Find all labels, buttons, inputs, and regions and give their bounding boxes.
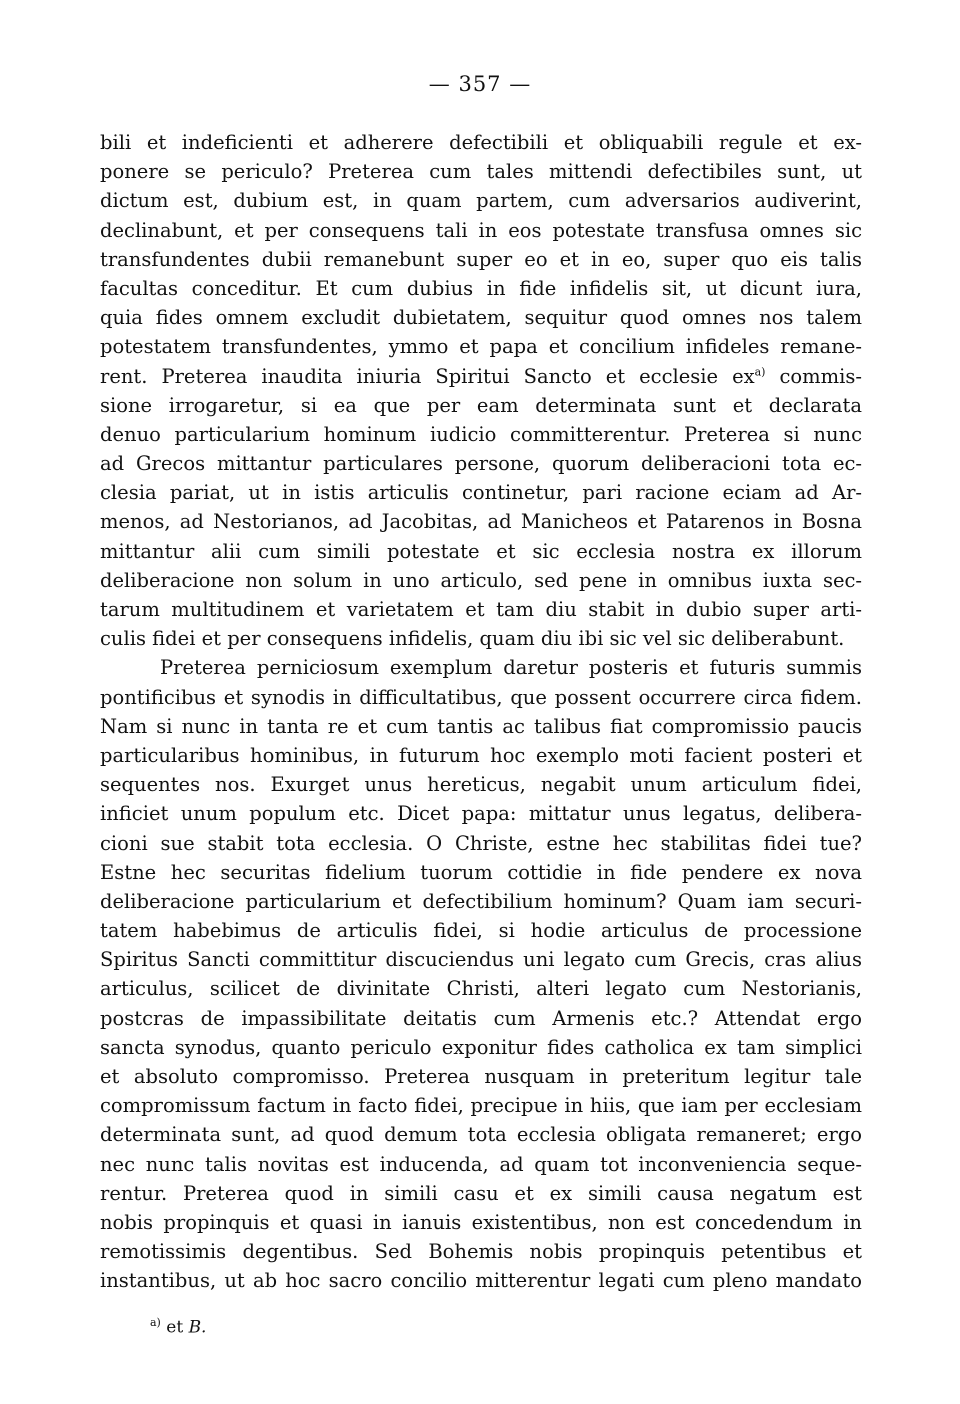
text-line: tatem habebimus de articulis fidei, si hodie articulus de processione	[100, 919, 862, 943]
text-line: potestatem transfundentes, ymmo et papa et concilium infideles remane-	[100, 335, 862, 359]
footnote-text: et	[160, 1317, 189, 1338]
text-line: nobis propinquis et quasi in ianuis existentibus, non est concedendum in	[100, 1210, 862, 1234]
text-line-part: commis-	[765, 364, 862, 388]
text-line-part: rent. Preterea inaudita iniuria Spiritui Sancto et ecclesie ex	[100, 364, 755, 388]
text-line: clesia pariat, ut in istis articulis continetur, pari racione eciam ad Ar-	[100, 481, 862, 505]
footnote-marker: a)	[150, 1316, 161, 1329]
text-line: mittantur alii cum simili potestate et sic ecclesia nostra ex illorum	[100, 539, 862, 563]
text-line: dictum est, dubium est, in quam partem, cum adversarios audiverint,	[100, 189, 862, 213]
text-line: et absoluto compromisso. Preterea nusquam in preteritum legitur tale	[100, 1065, 862, 1088]
text-line: menos, ad Nestorianos, ad Jacobitas, ad Manicheos et Patarenos in Bosna	[100, 510, 862, 534]
text-line: nec nunc talis novitas est inducenda, ad quam tot inconveniencia seque-	[100, 1152, 862, 1176]
text-line: sione irrogaretur, si ea que per eam determinata sunt et declarata	[100, 393, 862, 417]
footnote-source: B.	[188, 1317, 207, 1338]
text-line: Preterea perniciosum exemplum daretur posteris et futuris summis	[160, 656, 862, 680]
text-line: sequentes nos. Exurget unus hereticus, negabit unum articulum fidei,	[100, 773, 862, 797]
text-line: deliberacione non solum in uno articulo, sed pene in omnibus iuxta sec-	[100, 568, 862, 592]
footnote	[150, 1316, 206, 1338]
text-line: rentur. Preterea quod in simili casu et ex simili causa negatum est	[100, 1181, 862, 1205]
text-line: ponere se periculo? Preterea cum tales mittendi defectibiles sunt, ut	[100, 160, 862, 184]
text-line: Spiritus Sancti committitur discuciendus uni legato cum Grecis, cras alius	[100, 948, 862, 972]
text-line: postcras de impassibilitate deitatis cum Armenis etc.? Attendat ergo	[100, 1006, 862, 1030]
text-line: bili et indeficienti et adherere defectibili et obliquabili regule et ex-	[100, 131, 862, 154]
text-line	[100, 362, 862, 391]
text-line: pontificibus et synodis in difficultatibus, que possent occurrere circa fidem.	[100, 685, 862, 709]
text-line: ad Grecos mittantur particulares persone, quorum deliberacioni tota ec-	[100, 452, 862, 476]
text-line: Nam si nunc in tanta re et cum tantis ac talibus fiat compromissio paucis	[100, 714, 862, 738]
text-line: remotissimis degentibus. Sed Bohemis nobis propinquis petentibus et	[100, 1240, 862, 1264]
text-line: Estne hec securitas fidelium tuorum cottidie in fide pendere ex nova	[100, 860, 862, 884]
text-line: inficiet unum populum etc. Dicet papa: mittatur unus legatus, delibera-	[100, 802, 862, 826]
text-line: culis fidei et per consequens infidelis, quam diu ibi sic vel sic deliberabunt.	[100, 627, 845, 651]
text-line: declinabunt, et per consequens tali in eos potestate transfusa omnes sic	[100, 218, 862, 242]
text-line: compromissum factum in facto fidei, precipue in hiis, que iam per ecclesiam	[100, 1094, 862, 1118]
text-line: quia fides omnem excludit dubietatem, sequitur quod omnes nos talem	[100, 306, 862, 330]
text-line: cioni sue stabit tota ecclesia. O Christe, estne hec stabilitas fidei tue?	[100, 831, 862, 855]
body-text	[100, 128, 862, 1296]
text-line: deliberacione particularium et defectibilium hominum? Quam iam securi-	[100, 889, 862, 913]
text-line: sancta synodus, quanto periculo exponitur fides catholica ex tam simplici	[100, 1035, 862, 1059]
page-number: — 357 —	[428, 72, 532, 96]
text-line: denuo particularium hominum iudicio committerentur. Preterea si nunc	[100, 422, 862, 446]
text-line: particularibus hominibus, in futurum hoc exemplo moti facient posteri et	[100, 743, 862, 767]
text-line: transfundentes dubii remanebunt super eo et in eo, super quo eis talis	[100, 247, 862, 271]
footnote-reference: a)	[754, 365, 766, 378]
text-line: instantibus, ut ab hoc sacro concilio mitterentur legati cum pleno mandato	[100, 1269, 862, 1293]
text-line: articulus, scilicet de divinitate Christi, alteri legato cum Nestorianis,	[100, 977, 862, 1001]
text-line: facultas conceditur. Et cum dubius in fide infidelis sit, ut dicunt iura,	[100, 276, 862, 300]
text-line: tarum multitudinem et varietatem et tam diu stabit in dubio super arti-	[100, 598, 862, 621]
text-line: determinata sunt, ad quod demum tota ecclesia obligata remaneret; ergo	[100, 1123, 862, 1147]
